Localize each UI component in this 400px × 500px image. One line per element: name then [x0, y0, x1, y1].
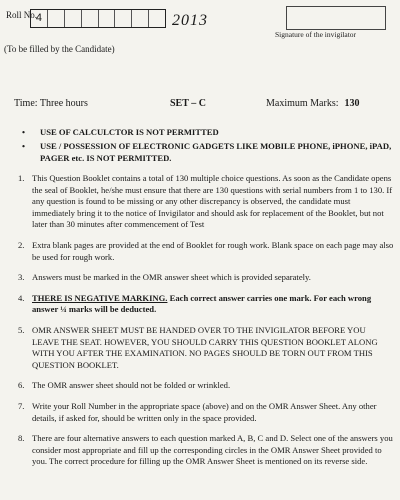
prohibition-item — [20, 126, 392, 138]
time-label: Time: — [14, 98, 38, 109]
instruction-text: Answers must be marked in the OMR answer sheet which is provided separately. — [32, 272, 311, 283]
set-code: SET – C — [170, 98, 206, 109]
invigilator-signature-label: Signature of the invigilator — [275, 30, 357, 39]
instruction-number: 1. — [18, 173, 25, 183]
instruction-text: Write your Roll Number in the appropriate space (above) and on the OMR Answer Sheet. Any other details, if asked for, should be written only in the space provided. — [32, 400, 377, 423]
max-marks-value: 130 — [344, 98, 360, 109]
time-value: Three hours — [39, 98, 88, 109]
instruction-item — [4, 173, 394, 231]
bullet-dot: • — [22, 141, 26, 151]
instruction-number: 6. — [18, 380, 25, 391]
instruction-text: This Question Booklet contains a total of 130 multiple choice questions. As soon as the Candidate opens the seal of Booklet, he/she must ensure that there are 130 questions with serial numbers from 1 to 130. If any question is found to be missing or any other discrepancy is observed, the candidate must immediately bring it to the notice of Invigilator and should ask for replacement of the Booklet, but not later than 30 minutes after commencement of Test — [32, 173, 393, 230]
max-marks-label: Maximum Marks: — [266, 98, 339, 109]
time-info — [14, 98, 88, 109]
instruction-number: 2. — [18, 239, 25, 250]
prohibition-list — [20, 126, 392, 166]
roll-digit-cell — [115, 10, 132, 27]
instruction-text: Extra blank pages are provided at the end of Booklet for rough work. Blank space on each page may also be used for rough work. — [32, 239, 394, 262]
prohibition-item — [20, 140, 392, 164]
bullet-dot: • — [22, 127, 26, 137]
negative-marking-heading: THERE IS NEGATIVE MARKING. — [32, 292, 168, 303]
instruction-text: OMR ANSWER SHEET MUST BE HANDED OVER TO THE INVIGILATOR BEFORE YOU LEAVE THE SEAT. HOWEVER, YOU SHOULD CARRY THIS QUESTION BOOKLET ALONG WITH YOU AFTER THE EXAMINATION. NO PAGES SHOULD BE TORN OUT FROM THIS QUESTION BOOKLET. — [32, 324, 378, 370]
prohibition-text: USE OF CALCULCTOR IS NOT PERMITTED — [40, 127, 219, 137]
roll-digit-cell — [65, 10, 82, 27]
instruction-item — [4, 380, 394, 392]
handwritten-year: 2013 — [172, 12, 208, 29]
roll-digit-cell: 4 — [31, 10, 48, 27]
instruction-item — [4, 293, 394, 316]
instruction-text: Each correct answer carries one mark. For each wrong answer ¼ marks will be deducted. — [32, 292, 372, 315]
invigilator-signature-box — [286, 6, 386, 30]
prohibition-text: USE / POSSESSION OF ELECTRONIC GADGETS LIKE MOBILE PHONE, iPHONE, iPAD, PAGER etc. IS NOT PERMITTED. — [40, 141, 392, 163]
roll-number-label: Roll No. — [6, 10, 38, 20]
roll-digit-cell — [99, 10, 116, 27]
roll-number-boxes — [30, 9, 166, 28]
instruction-item — [4, 325, 394, 371]
instruction-item — [4, 240, 394, 263]
instruction-number: 3. — [18, 272, 25, 283]
instruction-number: 8. — [18, 433, 25, 444]
instruction-number: 4. — [18, 292, 25, 303]
instruction-text: The OMR answer sheet should not be folded or wrinkled. — [32, 380, 231, 391]
roll-digit-cell — [149, 10, 165, 27]
roll-digit-cell — [82, 10, 99, 27]
instruction-item — [4, 401, 394, 424]
instruction-number: 7. — [18, 400, 25, 411]
max-marks-info — [266, 98, 360, 109]
candidate-fill-note: (To be filled by the Candidate) — [4, 44, 115, 54]
roll-digit-cell — [48, 10, 65, 27]
roll-digit-cell — [132, 10, 149, 27]
instruction-list — [4, 173, 394, 477]
instruction-text: There are four alternative answers to each question marked A, B, C and D. Select one of the answers you consider most appropriate and fill up the corresponding circles in the OMR Answer Sheet provided to you. The correct procedure for filling up the OMR Answer Sheet is mentioned on its reverse side. — [32, 433, 393, 467]
instruction-item — [4, 272, 394, 284]
instruction-item — [4, 433, 394, 468]
instruction-number: 5. — [18, 324, 25, 335]
